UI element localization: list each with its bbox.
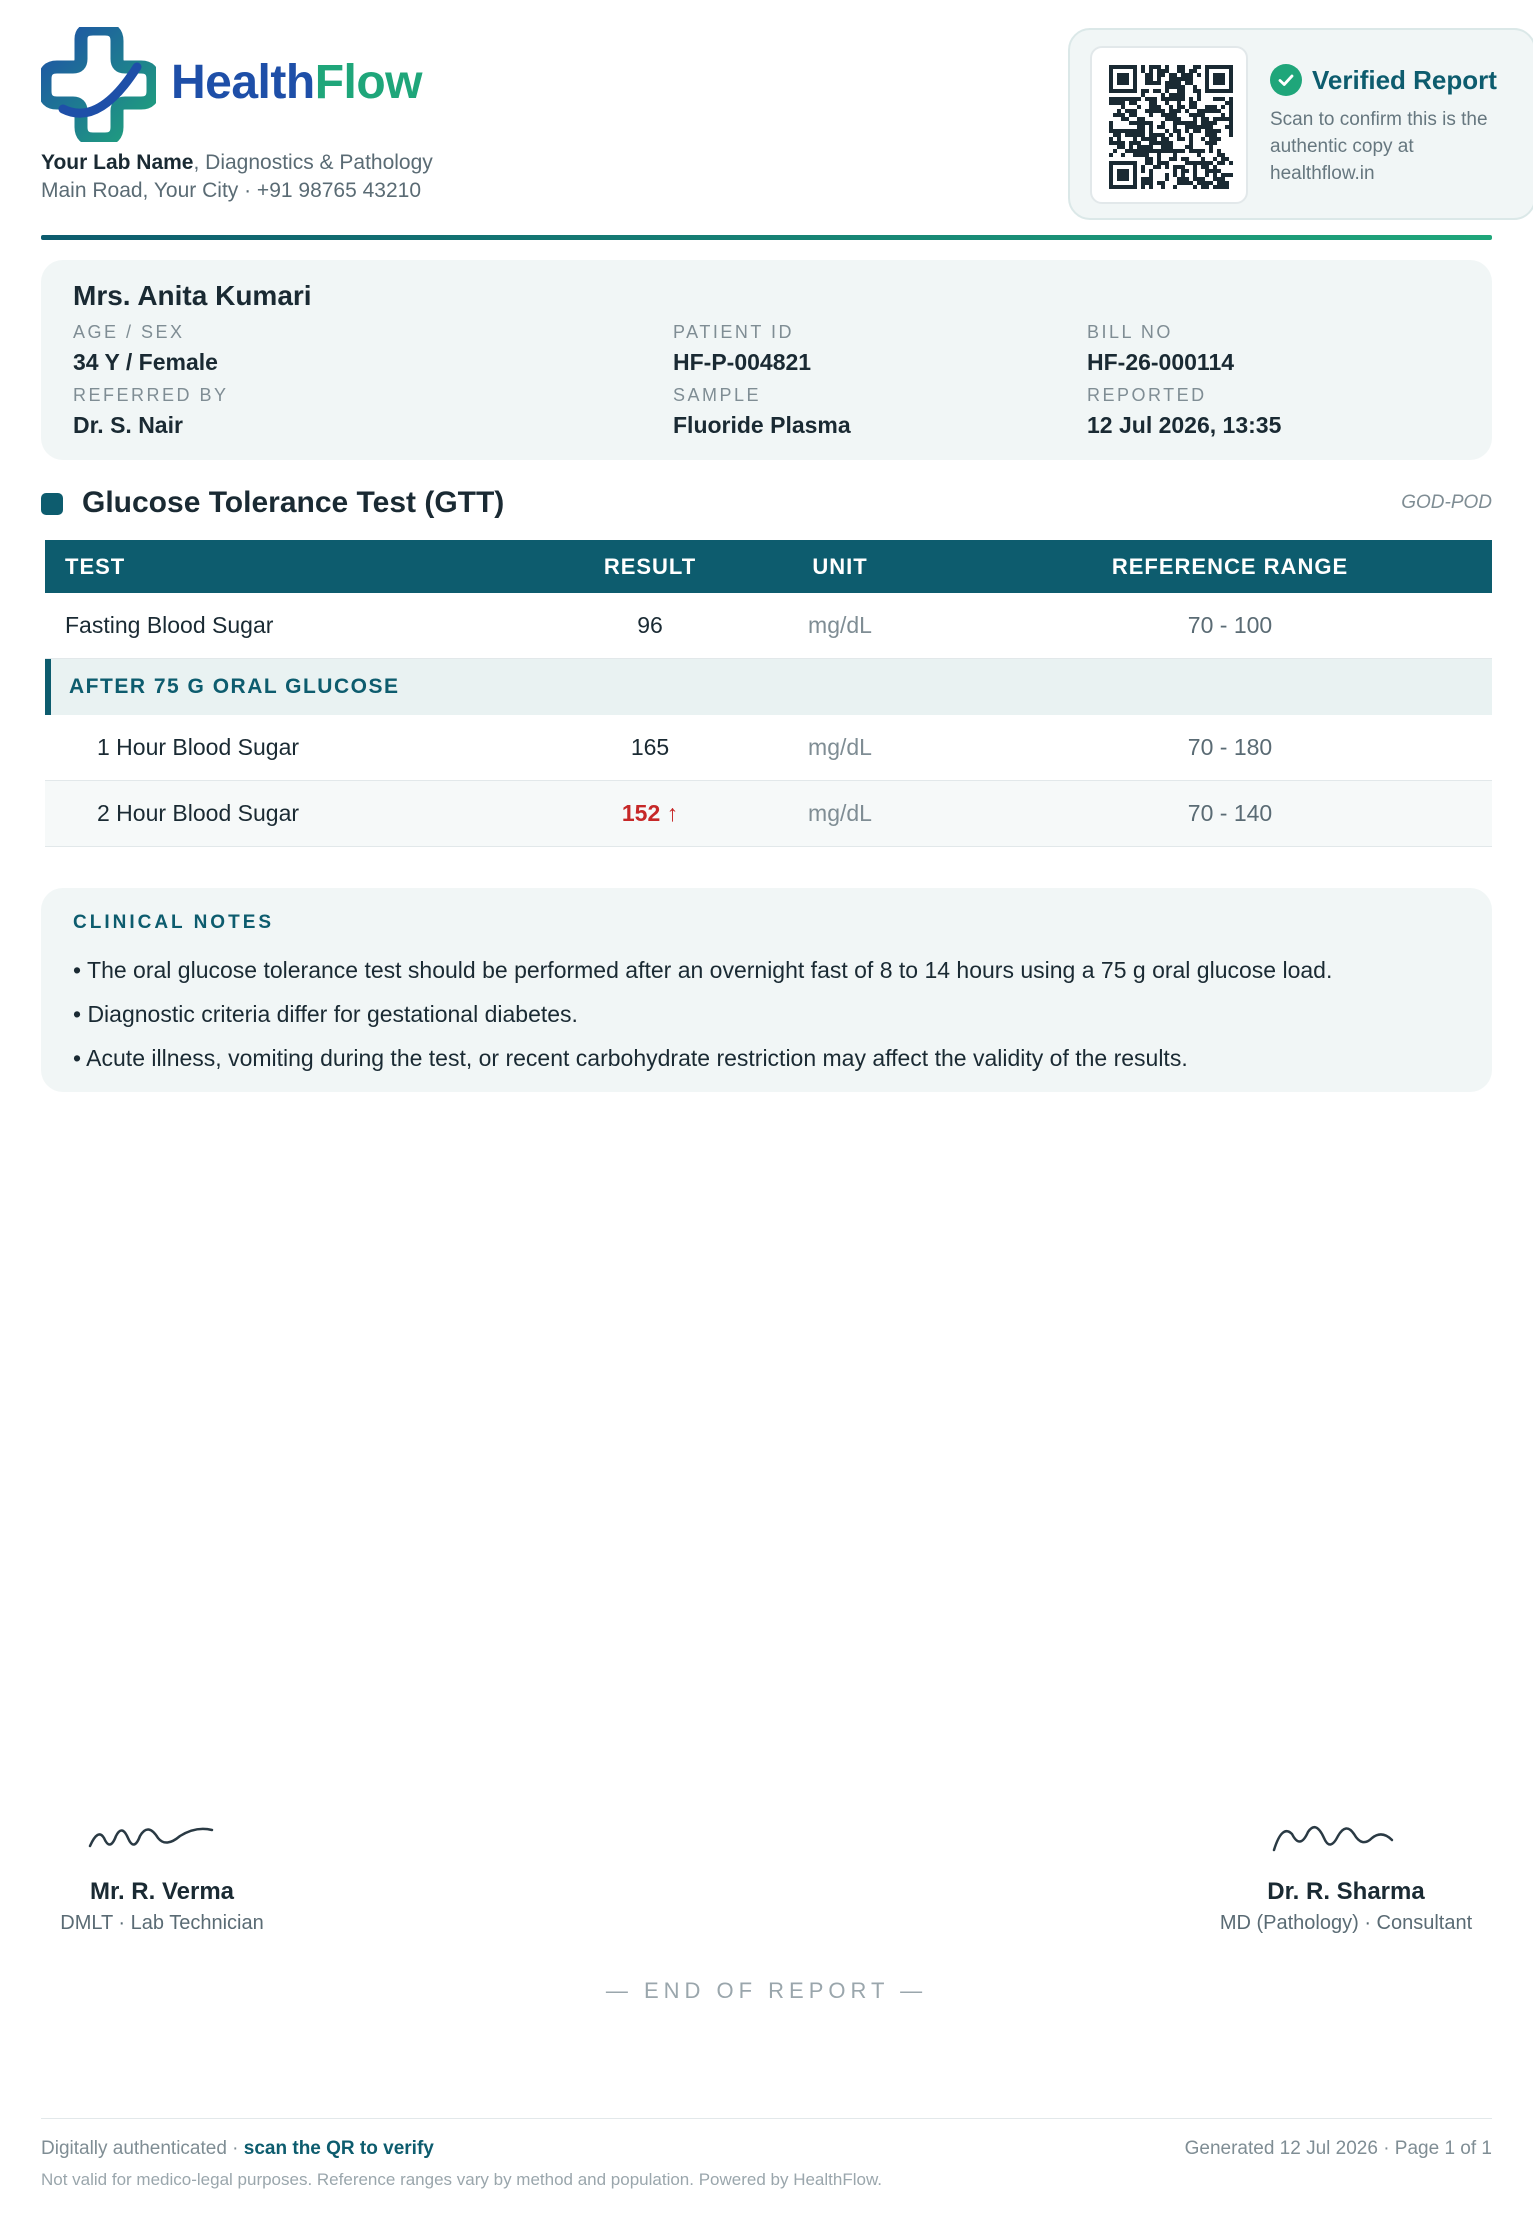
cell-reference: 70 - 140 — [1187, 800, 1273, 826]
field-value: HF-26-000114 — [1087, 349, 1235, 375]
signatory-role: DMLT · Lab Technician — [60, 1912, 264, 1934]
report-header — [41, 27, 1497, 227]
signatory-role: MD (Pathology) · Consultant — [1219, 1912, 1473, 1934]
lab-tagline: , Diagnostics & Pathology — [193, 151, 433, 174]
field-label: BILL NO — [1087, 322, 1173, 342]
lab-name-line — [41, 151, 433, 175]
brand-name — [171, 55, 422, 110]
table-row — [45, 593, 1492, 659]
healthflow-cross-icon — [41, 27, 156, 142]
notes-title: CLINICAL NOTES — [73, 912, 275, 933]
signatory-name: Mr. R. Verma — [89, 1878, 235, 1905]
table-row — [45, 715, 1492, 781]
cell-result: 165 — [630, 734, 670, 760]
field-value: 34 Y / Female — [73, 349, 218, 375]
results-table — [45, 540, 1492, 847]
cell-test: 1 Hour Blood Sugar — [97, 734, 300, 760]
footer-generated: Generated 12 Jul 2026 · Page 1 of 1 — [1184, 2138, 1492, 2159]
lab-name: Your Lab Name — [41, 151, 194, 174]
notes-list — [73, 948, 1473, 1080]
field-label: REFERRED BY — [73, 385, 229, 405]
qr-code[interactable] — [1090, 46, 1248, 204]
footer-authentication — [41, 2138, 434, 2160]
brand-logo — [41, 27, 481, 147]
cell-reference: 70 - 100 — [1187, 612, 1273, 638]
header-test: TEST — [65, 553, 126, 579]
cell-result-high: 152 ↑ — [621, 800, 679, 826]
section-bullet-icon — [41, 493, 63, 515]
footer-divider — [41, 2118, 1492, 2119]
clinical-notes-card — [41, 888, 1492, 1092]
list-item: • Diagnostic criteria differ for gestational diabetes. — [73, 1001, 578, 1027]
verification-text: Scan to confirm this is the authentic copy at healthflow.in — [1270, 109, 1488, 184]
brand-name-part1: Health — [171, 56, 315, 109]
field-label: AGE / SEX — [73, 322, 185, 342]
cell-unit: mg/dL — [808, 612, 872, 638]
cell-unit: mg/dL — [808, 734, 872, 760]
signature-icon — [12, 1808, 312, 1868]
patient-name: Mrs. Anita Kumari — [73, 280, 312, 311]
verification-card — [1068, 28, 1533, 220]
cell-reference: 70 - 180 — [1187, 734, 1273, 760]
field-value: HF-P-004821 — [673, 349, 812, 375]
qr-code-icon — [1109, 65, 1233, 189]
brand-name-part2: Flow — [314, 56, 423, 109]
signature-technician — [12, 1808, 312, 1935]
header-divider — [41, 235, 1492, 240]
field-patient-id — [673, 322, 811, 376]
field-sample — [673, 385, 851, 439]
field-value: Fluoride Plasma — [673, 412, 851, 438]
field-label: PATIENT ID — [673, 322, 795, 342]
signatory-name: Dr. R. Sharma — [1267, 1878, 1425, 1905]
cell-result: 96 — [637, 612, 663, 638]
table-header — [45, 540, 1492, 593]
test-section-heading — [41, 484, 1492, 524]
section-title: Glucose Tolerance Test (GTT) — [82, 486, 505, 519]
verify-qr-link[interactable]: scan the QR to verify — [243, 2138, 434, 2159]
field-referred-by — [73, 385, 229, 439]
field-label: REPORTED — [1087, 385, 1207, 405]
signature-consultant — [1196, 1808, 1496, 1935]
verification-title-text: Verified Report — [1312, 64, 1497, 95]
field-value: Dr. S. Nair — [73, 412, 183, 438]
cell-test: Fasting Blood Sugar — [65, 612, 274, 638]
field-reported — [1087, 385, 1281, 439]
header-reference: REFERENCE RANGE — [1111, 553, 1349, 579]
footer-auth-prefix: Digitally authenticated · — [41, 2138, 244, 2159]
field-age-sex — [73, 322, 218, 376]
header-result: RESULT — [603, 553, 697, 579]
table-subheading — [45, 659, 1492, 715]
field-bill-no — [1087, 322, 1234, 376]
field-value: 12 Jul 2026, 13:35 — [1087, 412, 1282, 438]
check-circle-icon — [1270, 64, 1302, 96]
signature-icon — [1196, 1808, 1496, 1868]
section-method: GOD-POD — [1401, 492, 1492, 513]
verification-title — [1270, 64, 1497, 96]
subheading-text: AFTER 75 G ORAL GLUCOSE — [69, 675, 400, 698]
list-item: • Acute illness, vomiting during the test, or recent carbohydrate restriction may affect the validity of the results. — [73, 1045, 1188, 1071]
cell-unit: mg/dL — [808, 800, 872, 826]
cell-test: 2 Hour Blood Sugar — [97, 800, 300, 826]
footer-disclaimer: Not valid for medico-legal purposes. Reference ranges vary by method and population. Powered by HealthFlow. — [41, 2170, 883, 2189]
header-unit: UNIT — [812, 553, 868, 579]
lab-address: Main Road, Your City · +91 98765 43210 — [41, 179, 422, 202]
table-row — [45, 781, 1492, 847]
patient-info-card — [41, 260, 1492, 460]
field-label: SAMPLE — [673, 385, 762, 405]
end-of-report: — END OF REPORT — — [605, 1978, 928, 2003]
list-item: • The oral glucose tolerance test should be performed after an overnight fast of 8 to 14 hours using a 75 g oral glucose load. — [73, 957, 1333, 983]
